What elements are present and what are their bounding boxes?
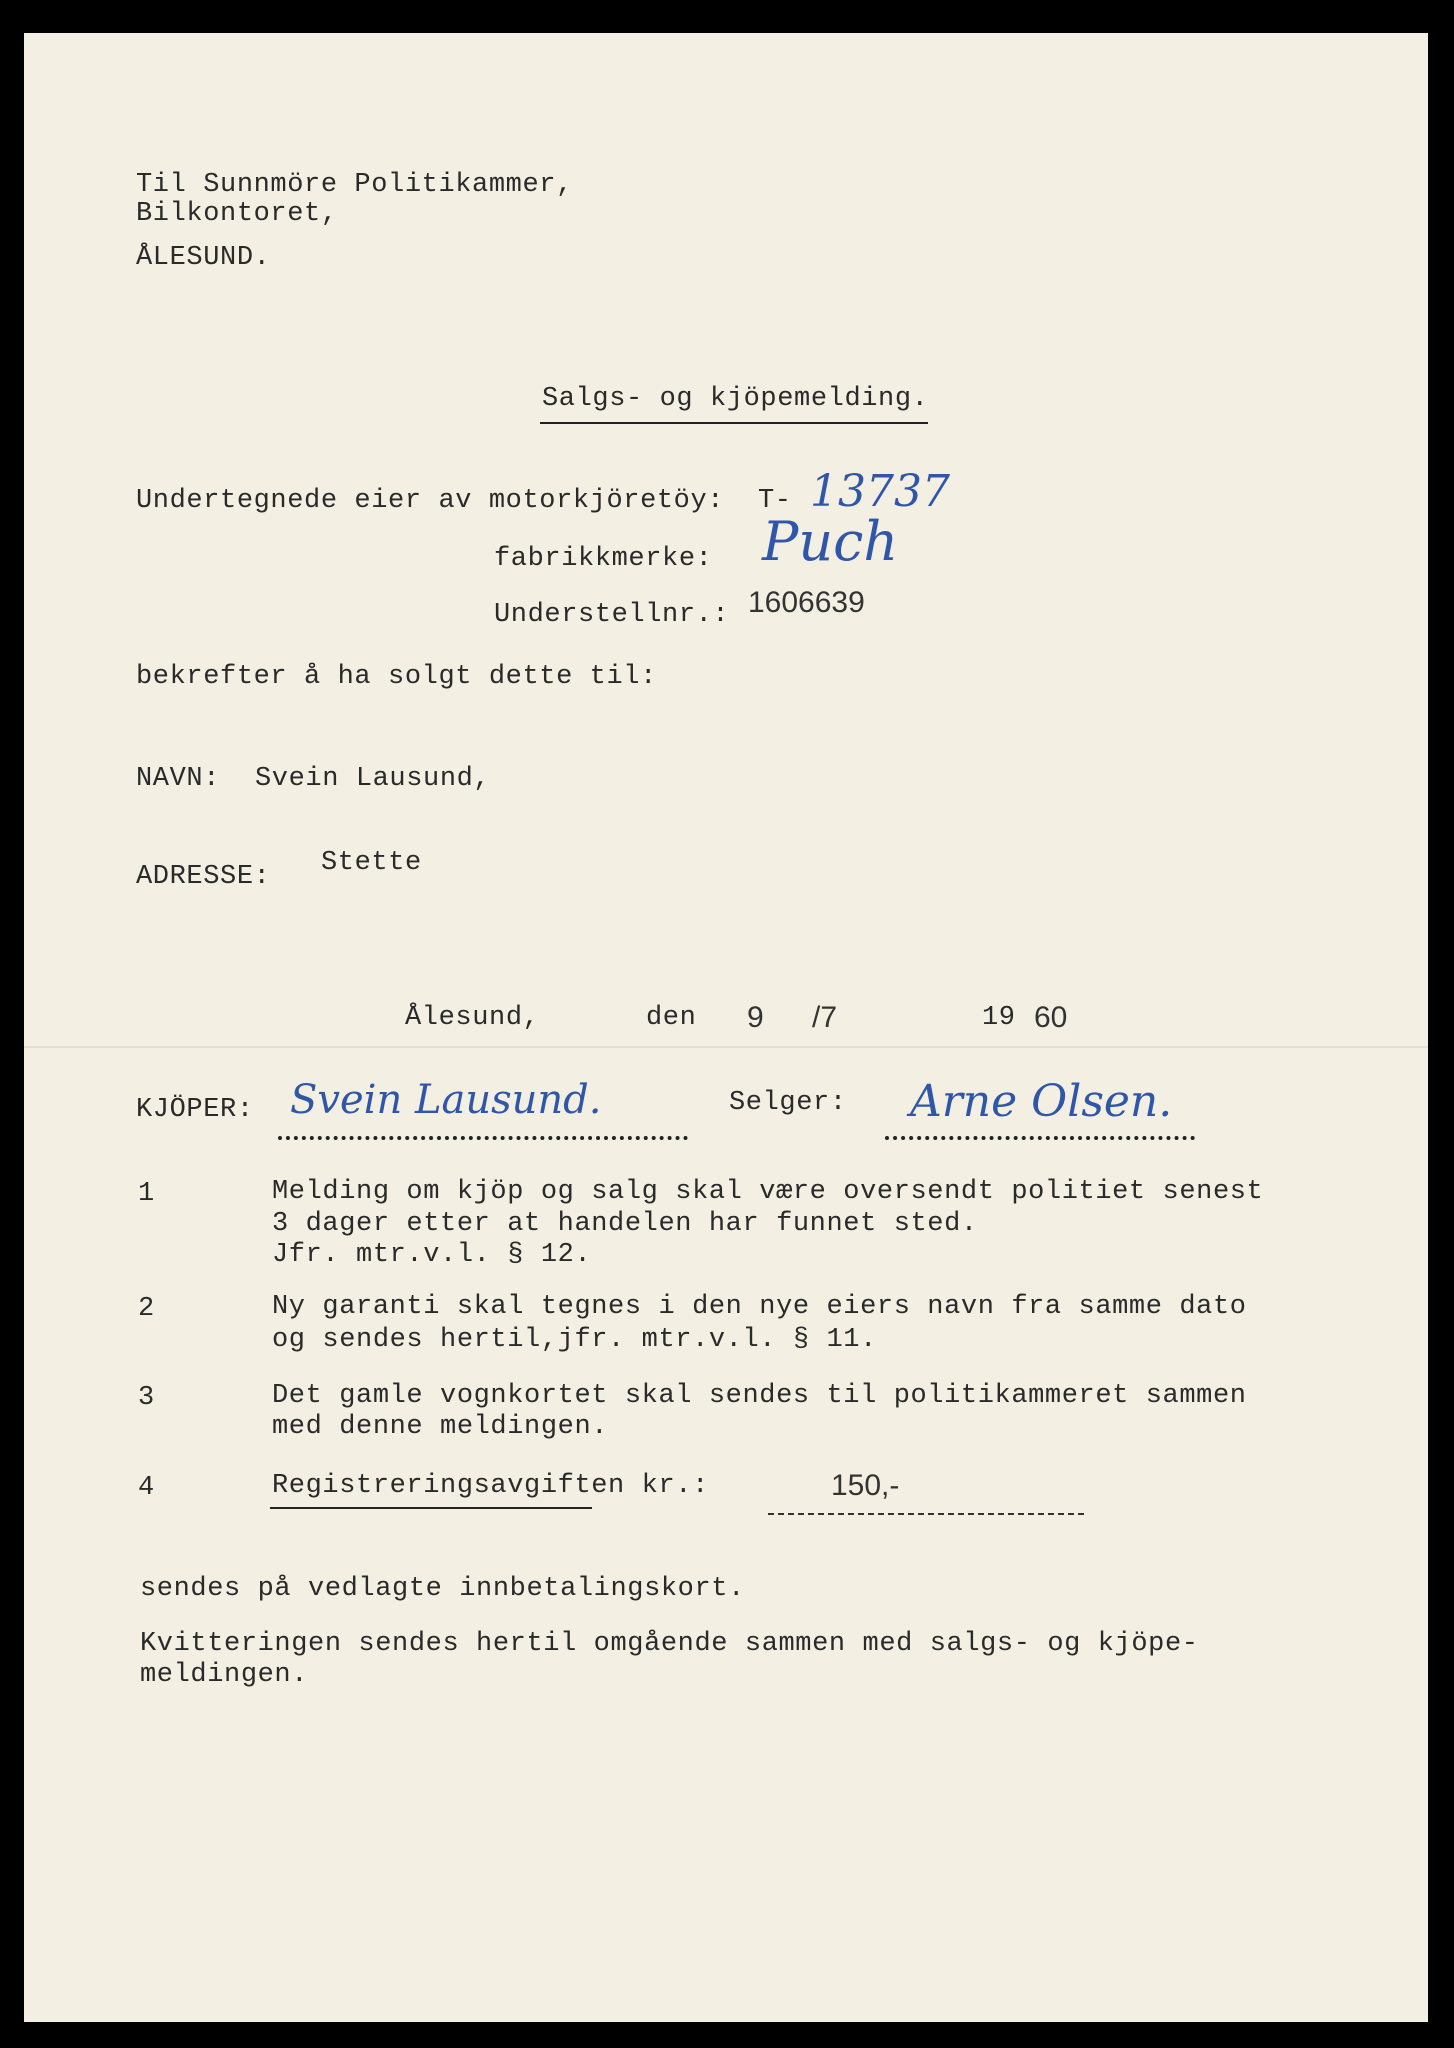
- recipient-line-1: Til Sunnmöre Politikammer,: [136, 170, 573, 200]
- seller-sign-label: Selger:: [729, 1088, 847, 1118]
- date-month: /7: [812, 1001, 838, 1034]
- make-handwritten: Puch: [762, 510, 899, 573]
- owner-label: Undertegnede eier av motorkjöretöy:: [136, 486, 725, 516]
- fee-label-underline: [270, 1507, 592, 1509]
- chassis-label: Understellnr.:: [494, 600, 730, 630]
- item-number: 4: [138, 1473, 155, 1503]
- fold-line: [24, 1046, 1428, 1048]
- buyer-signature-line: [278, 1136, 688, 1140]
- date-day: 9: [747, 1001, 764, 1034]
- item-number: 2: [138, 1294, 155, 1324]
- date-place: Ålesund,: [405, 1003, 540, 1033]
- item-text-line: 3 dager etter at handelen har funnet sted.: [272, 1209, 978, 1239]
- document-page: [24, 33, 1428, 2022]
- reg-number-handwritten: 13737: [810, 466, 950, 517]
- recipient-line-3: ÅLESUND.: [136, 243, 271, 273]
- make-label: fabrikkmerke:: [494, 544, 713, 574]
- item-number: 3: [138, 1383, 155, 1413]
- seller-signature: Arne Olsen.: [910, 1076, 1173, 1127]
- date-den: den: [646, 1003, 697, 1033]
- footer-line-3: meldingen.: [140, 1660, 309, 1690]
- fee-label: Registreringsavgiften kr.:: [272, 1471, 709, 1501]
- buyer-name: Svein Lausund,: [255, 764, 491, 794]
- item-text-line: Det gamle vognkortet skal sendes til politikammeret sammen: [272, 1381, 1247, 1411]
- footer-line-2: Kvitteringen sendes hertil omgående sammen med salgs- og kjöpe-: [140, 1629, 1199, 1659]
- item-text-line: Jfr. mtr.v.l. § 12.: [272, 1240, 592, 1270]
- date-century: 19: [982, 1003, 1016, 1033]
- item-text-line: med denne meldingen.: [272, 1412, 609, 1442]
- buyer-sign-label: KJÖPER:: [136, 1095, 254, 1125]
- name-label: NAVN:: [136, 764, 221, 794]
- fee-value: 150,-: [831, 1469, 900, 1502]
- reg-prefix: T-: [758, 486, 792, 516]
- item-text-line: Ny garanti skal tegnes i den nye eiers navn fra samme dato: [272, 1292, 1247, 1322]
- title-underline: [540, 422, 928, 424]
- item-text-line: og sendes hertil,jfr. mtr.v.l. § 11.: [272, 1325, 877, 1355]
- buyer-address: Stette: [321, 848, 422, 878]
- chassis-number: 1606639: [748, 586, 865, 619]
- document-title: Salgs- og kjöpemelding.: [542, 384, 929, 414]
- footer-line-1: sendes på vedlagte innbetalingskort.: [140, 1574, 745, 1604]
- confirm-text: bekrefter å ha solgt dette til:: [136, 662, 657, 692]
- address-label: ADRESSE:: [136, 862, 271, 892]
- date-year: 60: [1034, 1001, 1068, 1034]
- item-text-line: Melding om kjöp og salg skal være oversendt politiet senest: [272, 1177, 1264, 1207]
- seller-signature-line: [885, 1136, 1195, 1140]
- recipient-line-2: Bilkontoret,: [136, 199, 338, 229]
- item-number: 1: [138, 1179, 155, 1209]
- buyer-signature: Svein Lausund.: [290, 1077, 602, 1123]
- fee-value-line: [768, 1513, 1084, 1515]
